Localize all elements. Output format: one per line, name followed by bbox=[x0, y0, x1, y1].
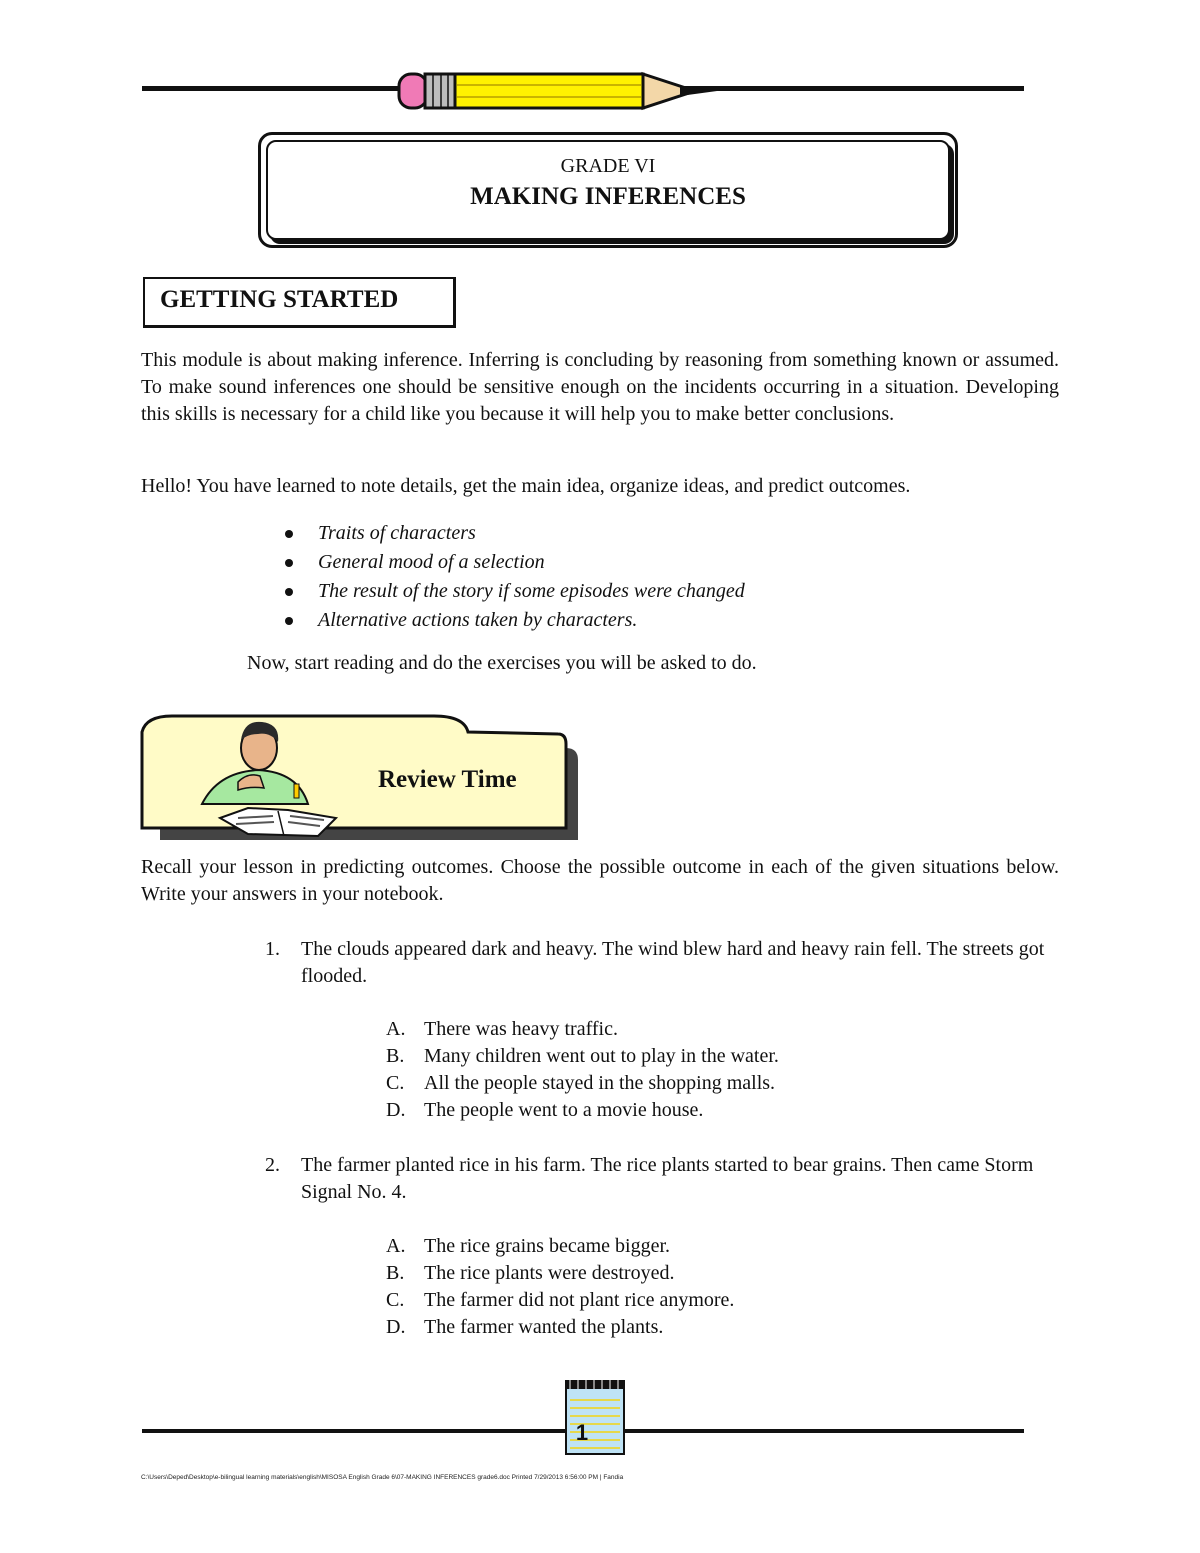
bullet-icon bbox=[285, 588, 293, 596]
option-d: D. The farmer wanted the plants. bbox=[386, 1316, 664, 1338]
bullet-icon bbox=[285, 530, 293, 538]
question-text: The farmer planted rice in his farm. The rice plants started to bear grains. Then came Storm Signal No. 4. bbox=[301, 1154, 1034, 1203]
option-d: D. The people went to a movie house. bbox=[386, 1099, 704, 1121]
section-heading: GETTING STARTED bbox=[160, 286, 399, 313]
list-item: Traits of characters bbox=[280, 519, 745, 548]
question-2 bbox=[265, 1152, 1059, 1206]
list-item: The result of the story if some episodes were changed bbox=[280, 577, 745, 606]
question-1-options bbox=[386, 1016, 779, 1124]
review-instructions: Recall your lesson in predicting outcomes. Choose the possible outcome in each of the given situations below. Write your answers in your notebook. bbox=[141, 856, 1059, 905]
intro-paragraph: This module is about making inference. Inferring is concluding by reasoning from something known or assumed. To make sound inferences one should be sensitive enough on the incidents occurring in a situation. Developing this skills is necessary for a child like you because it will help you to make better conclusions. bbox=[141, 349, 1059, 425]
bullet-list bbox=[280, 519, 745, 635]
option-c: C. All the people stayed in the shopping malls. bbox=[386, 1072, 776, 1094]
instruction-line: Now, start reading and do the exercises you will be asked to do. bbox=[247, 652, 757, 674]
option-b: B. Many children went out to play in the water. bbox=[386, 1045, 779, 1067]
page-title: MAKING INFERENCES bbox=[470, 183, 746, 210]
option-c: C. The farmer did not plant rice anymore. bbox=[386, 1289, 735, 1311]
list-item: Alternative actions taken by characters. bbox=[280, 606, 745, 635]
option-b: B. The rice plants were destroyed. bbox=[386, 1262, 675, 1284]
question-1 bbox=[265, 936, 1059, 990]
question-text: The clouds appeared dark and heavy. The wind blew hard and heavy rain fell. The streets got flooded. bbox=[301, 938, 1045, 987]
bullet-icon bbox=[285, 617, 293, 625]
question-2-options bbox=[386, 1233, 734, 1341]
grade-label: GRADE VI bbox=[560, 155, 656, 177]
file-path-footnote: C:\Users\Deped\Desktop\e-bilingual learning materials\english\MISOSA English Grade 6\07-MAKING INFERENCES grade6.doc Printed 7/29/2013 6:56:00 PM | Fandia bbox=[141, 1474, 624, 1481]
option-a: A. The rice grains became bigger. bbox=[386, 1235, 670, 1257]
option-a: A. There was heavy traffic. bbox=[386, 1018, 618, 1040]
notepad-icon bbox=[562, 1378, 630, 1458]
page-number: 1 bbox=[575, 1420, 589, 1445]
pencil-icon bbox=[395, 70, 725, 114]
list-item: General mood of a selection bbox=[280, 548, 745, 577]
hello-paragraph: Hello! You have learned to note details, get the main idea, organize ideas, and predict outcomes. bbox=[141, 475, 911, 497]
question-number: 1. bbox=[265, 938, 280, 960]
question-number: 2. bbox=[265, 1154, 280, 1176]
bullet-icon bbox=[285, 559, 293, 567]
review-title: Review Time bbox=[378, 766, 517, 793]
